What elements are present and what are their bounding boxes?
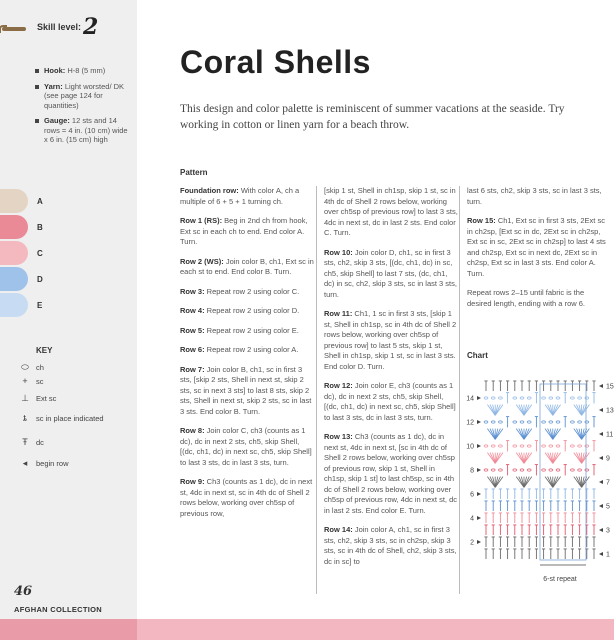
- pattern-row: Row 12: Join color E, ch3 (counts as 1 dc), dc in next 2 sts, ch5, skip Shell, [(dc, ch1, dc) in next sc, ch5, skip Shell] to last 3 sts, dc in last 3 sts, turn.: [324, 381, 456, 422]
- spec-gauge: Gauge: 12 sts and 14 rows = 4 in. (10 cm) wide x 6 in. (15 cm) high: [35, 116, 130, 145]
- key-item-begin-row: ◂ begin row: [0, 458, 137, 472]
- pattern-row: Row 2 (WS): Join color B, ch1, Ext sc in each st to end. End color B. Turn.: [180, 256, 314, 276]
- sidebar: [0, 0, 137, 640]
- row-label-left: 8: [470, 467, 474, 475]
- begin-row-icon: [599, 480, 603, 484]
- chart-row: [487, 429, 589, 440]
- book-title: AFGHAN COLLECTION: [14, 605, 103, 614]
- begin-row-icon: [477, 468, 481, 472]
- pattern-row: Row 10: Join color D, ch1, sc in first 3 sts, ch2, skip 3 sts, [(dc, ch1, dc) in sc, ch5, skip Shell] to last 7 sts, (dc, ch1, dc) in sc, ch2, skip 3 sts, sc in last 3 sts, turn.: [324, 247, 457, 299]
- pattern-row: Row 15: Ch1, Ext sc in first 3 sts, 2Ext sc in ch2sp, [Ext sc in dc, 2Ext sc in ch2sp, Ext sc in sc, 2Ext sc in ch2sp] to last 4 sts and ch2sp, Ext sc in next dc, 2Ext sc in ch2sp, Ext sc in last 3 sts. End color A. Turn.: [467, 216, 606, 278]
- intro-text: This design and color palette is reminiscent of summer vacations at the seaside. Try working in cotton or linen yarn for a beach throw.: [180, 103, 565, 131]
- row-label-left: 2: [470, 539, 474, 547]
- row-label-left: 6: [470, 491, 474, 499]
- color-label-a: A: [37, 197, 43, 206]
- row-label-right: 3: [606, 527, 610, 535]
- row-label-right: 11: [606, 431, 614, 439]
- key-item-ch: ⬭ ch: [0, 362, 137, 376]
- chain-icon: ⬭: [21, 362, 29, 372]
- spec-yarn: Yarn: Light worsted/ DK (see page 124 for quantities): [35, 82, 130, 111]
- begin-row-icon: [599, 504, 603, 508]
- pattern-heading: Pattern: [180, 168, 208, 177]
- pattern-row: Row 8: Join color C, ch3 (counts as 1 dc), dc in next 2 sts, ch5, skip Shell, [(dc, ch1, dc) in next sc, ch5, skip Shell] to last 3 sts, dc in last 3 sts, turn.: [180, 426, 312, 467]
- begin-row-icon: [599, 456, 603, 460]
- begin-row-icon: [477, 516, 481, 520]
- pattern-row: Row 5: Repeat row 2 using color E.: [180, 325, 299, 335]
- chart-row: [487, 453, 589, 464]
- specifications: [35, 66, 130, 151]
- pattern-column-3: [467, 186, 607, 318]
- row-label-right: 1: [606, 551, 610, 559]
- color-swatch-a: [0, 189, 28, 213]
- double-crochet-icon: Ŧ: [22, 437, 28, 447]
- color-swatch-e: [0, 293, 28, 317]
- row-label-left: 12: [466, 419, 474, 427]
- begin-row-icon: [599, 432, 603, 436]
- page-title: Coral Shells: [180, 44, 371, 80]
- color-swatch-d: [0, 267, 28, 291]
- color-swatch-b: [0, 215, 28, 239]
- key-item-sc: + sc: [0, 376, 137, 390]
- begin-row-icon: [599, 528, 603, 532]
- single-crochet-icon: +: [22, 376, 28, 386]
- row-label-right: 13: [606, 407, 614, 415]
- row-label-right: 5: [606, 503, 610, 511]
- color-label-d: D: [37, 275, 43, 284]
- key-item-dc: Ŧ dc: [0, 437, 137, 451]
- pattern-row: [skip 1 st, Shell in ch1sp, skip 1 st, sc in 4th dc of Shell 2 rows below, working over ch5sp of previous row] to last 3 sts, 4dc in next st, dc in last 2 sts. End color C. Turn.: [324, 186, 458, 237]
- chart-row: [487, 405, 589, 416]
- spec-hook: Hook: H-8 (5 mm): [35, 66, 130, 76]
- key-item-ext-sc: ⊥ Ext sc: [0, 393, 137, 407]
- pattern-row: last 6 sts, ch2, skip 3 sts, sc in last 3 sts, turn.: [467, 186, 602, 206]
- row-label-left: 4: [470, 515, 474, 523]
- row-label-right: 15: [606, 383, 614, 391]
- begin-row-icon: [477, 540, 481, 544]
- pattern-row: Row 13: Ch3 (counts as 1 dc), dc in next st, 4dc in next st, [sc in 4th dc of Shell 2 rows below, working over ch5sp of previous row, skip 1 st, Shell in ch1sp, skip 1 st] to last ch5sp, sc in 4th dc of Shell 2 rows below, working over ch5sp of previous row, 4dc in next st, dc in last 2 sts. End color E. Turn.: [324, 432, 457, 515]
- skill-level-label: Skill level:: [37, 22, 82, 32]
- page-number: 46: [14, 584, 33, 599]
- key-item-sc-in-place: ȶ sc in place indicated: [0, 413, 137, 427]
- pattern-row: Row 9: Ch3 (counts as 1 dc), dc in next st, 4dc in next st, sc in 4th dc of Shell 2 rows below, working over ch5sp of previous row,: [180, 477, 313, 518]
- column-divider: [316, 186, 317, 594]
- row-label-right: 7: [606, 479, 610, 487]
- crochet-hook-icon: [2, 27, 26, 31]
- pattern-row: Row 14: Join color A, ch1, sc in first 3 sts, ch2, skip 3 sts, sc in ch2sp, skip 3 sts, sc in 4th dc of Shell, ch2, skip 3 sts, dc in sc] to: [324, 525, 457, 566]
- begin-row-icon: [599, 384, 603, 388]
- pattern-row: Row 4: Repeat row 2 using color D.: [180, 306, 300, 315]
- pattern-row: Row 3: Repeat row 2 using color C.: [180, 286, 300, 296]
- pattern-row: Repeat rows 2–15 until fabric is the desired length, ending with a row 6.: [467, 288, 585, 308]
- pattern-row: Row 7: Join color B, ch1, sc in first 3 sts, [skip 2 sts, Shell in next st, skip 2 sts, sc in next 3 sts] to last 8 sts, skip 2 sts, Shell in next st, skip 2 sts, sc in last 3 sts. End color B. Turn.: [180, 364, 312, 416]
- chart-row: [487, 477, 589, 488]
- begin-row-icon: [599, 408, 603, 412]
- pattern-row: Row 1 (RS): Beg in 2nd ch from hook, Ext sc in each ch to end. End color A. Turn.: [180, 216, 308, 246]
- sc-in-place-indicated-icon: ȶ: [23, 413, 27, 423]
- begin-row-icon: [477, 492, 481, 496]
- begin-row-icon: [477, 396, 481, 400]
- footer-bar-accent: [0, 619, 137, 640]
- crochet-chart: [460, 374, 614, 589]
- skill-level-value: 2: [83, 14, 99, 40]
- pattern-column-1: [180, 186, 314, 528]
- begin-row-icon: [477, 420, 481, 424]
- row-label-left: 10: [466, 443, 474, 451]
- begin-row-icon: [477, 444, 481, 448]
- key-title: KEY: [36, 346, 53, 355]
- color-label-c: C: [37, 249, 43, 258]
- row-label-right: 9: [606, 455, 610, 463]
- skill-level: [0, 16, 137, 42]
- row-label-left: 14: [466, 395, 474, 403]
- extended-sc-icon: ⊥: [21, 393, 29, 403]
- color-swatch-c: [0, 241, 28, 265]
- begin-row-icon: ◂: [22, 458, 28, 468]
- pattern-row: Row 6: Repeat row 2 using color A.: [180, 345, 299, 354]
- begin-row-icon: [599, 552, 603, 556]
- color-label-b: B: [37, 223, 43, 232]
- repeat-label: 6-st repeat: [543, 576, 577, 583]
- color-label-e: E: [37, 301, 43, 310]
- pattern-row: Foundation row: With color A, ch a multiple of 6 + 5 + 1 turning ch.: [180, 186, 300, 206]
- chart-heading: Chart: [467, 351, 488, 360]
- pattern-column-2: [324, 186, 458, 576]
- pattern-row: Row 11: Ch1, 1 sc in first 3 sts, [skip 1 st, Shell in ch1sp, sc in 4th dc of Shell 2 rows below, working over ch5sp of previous row] to last 5 sts, skip 1 st, Shell in ch1sp, skip 1 st, sc in last 3 sts. End color D. Turn.: [324, 309, 457, 371]
